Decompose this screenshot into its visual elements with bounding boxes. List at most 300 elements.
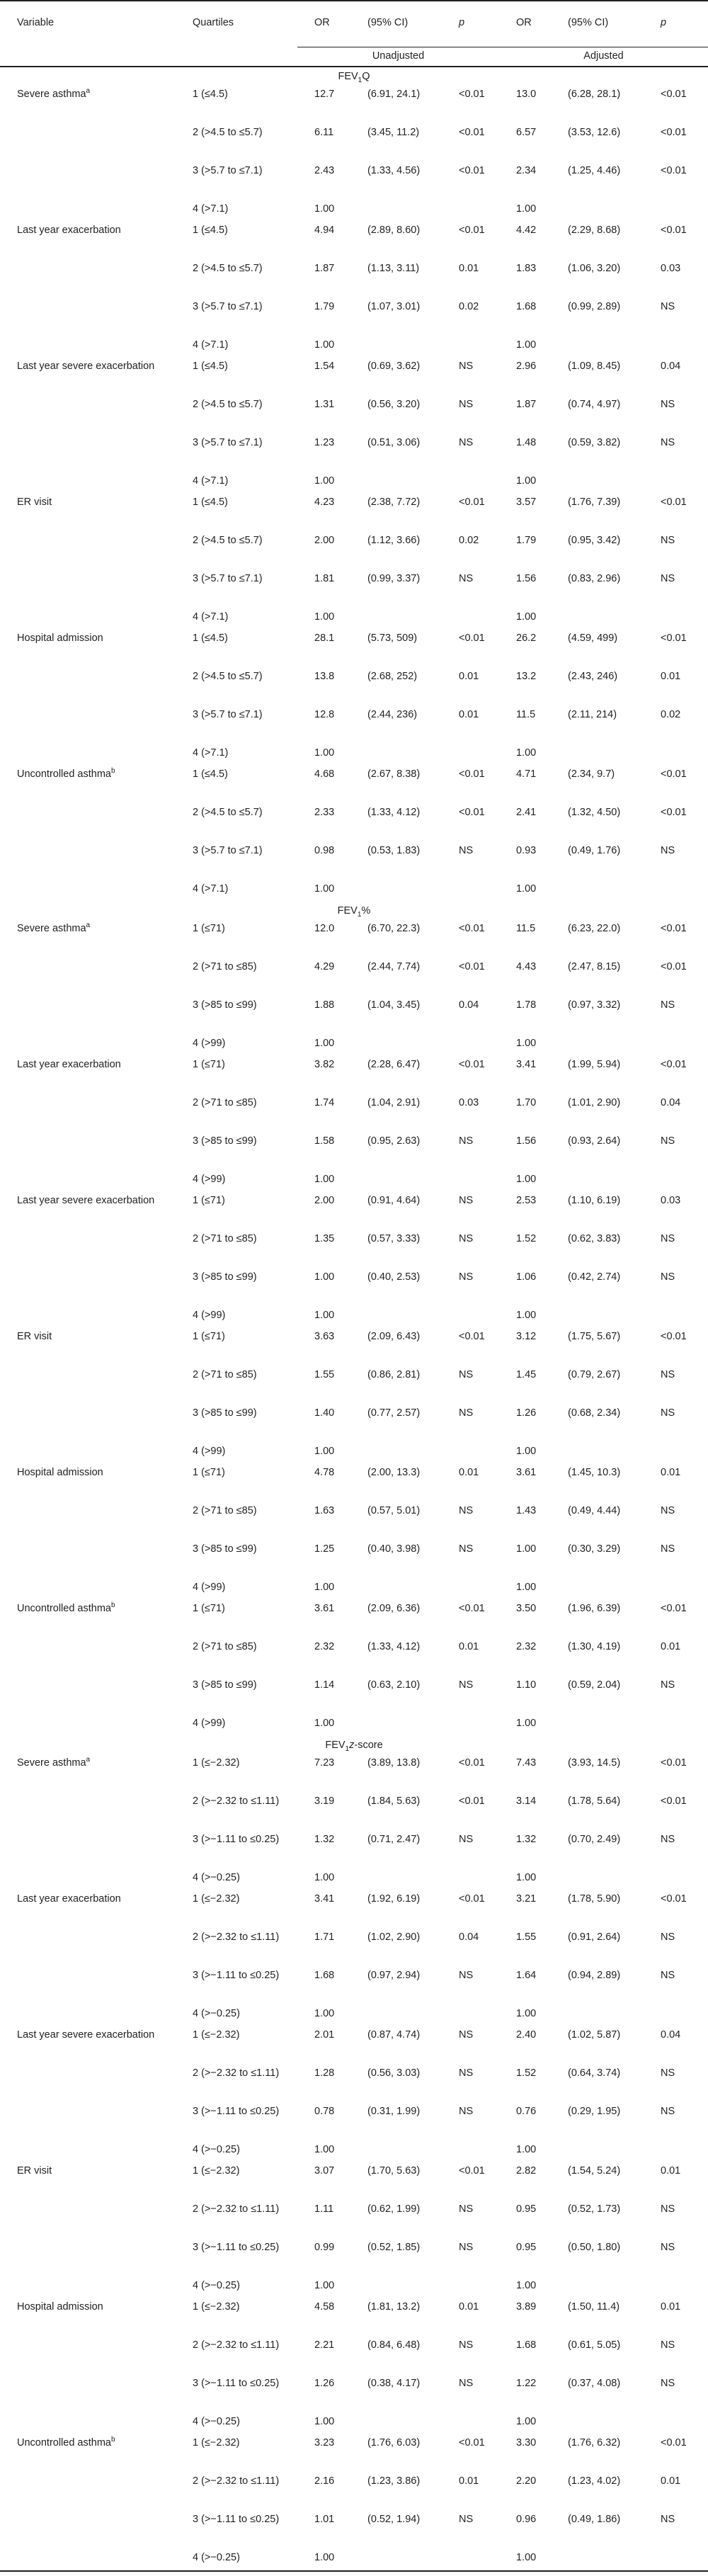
- ci-unadjusted-cell: (5.73, 509): [367, 632, 418, 644]
- p-unadjusted-cell: [442, 1715, 499, 1736]
- or-adjusted-cell: 3.30: [516, 2437, 537, 2449]
- or-unadjusted-cell: 2.00: [314, 535, 335, 546]
- ci-unadjusted-cell: [350, 1035, 442, 1056]
- variable-cell: [0, 1676, 176, 1715]
- or-adjusted-cell: 2.96: [516, 361, 537, 372]
- quartile-cell: 4 (>7.1): [193, 475, 229, 487]
- variable-cell: [0, 2434, 176, 2473]
- or-adjusted-cell: 1.10: [516, 1679, 537, 1691]
- ci-adjusted-cell: (0.49, 1.86): [568, 2514, 621, 2525]
- or-adjusted-cell: 26.2: [516, 632, 537, 644]
- p-adjusted-cell: <0.01: [661, 632, 687, 644]
- or-adjusted-cell: 3.41: [516, 1059, 537, 1070]
- ci-adjusted-cell: (0.37, 4.08): [568, 2378, 621, 2389]
- or-unadjusted-cell: 1.58: [314, 1135, 335, 1147]
- or-adjusted-cell: 1.83: [516, 263, 537, 274]
- ci-unadjusted-cell: (1.04, 3.45): [367, 999, 421, 1011]
- p-adjusted-cell: [644, 1579, 708, 1600]
- ci-unadjusted-cell: (1.23, 3.86): [367, 2475, 421, 2487]
- or-unadjusted-cell: 1.00: [314, 203, 335, 215]
- col-header-or-unadjusted: OR: [297, 1, 350, 47]
- ci-adjusted-cell: [551, 1307, 644, 1328]
- p-adjusted-cell: [644, 744, 708, 766]
- table-row: [0, 997, 708, 1035]
- ci-adjusted-cell: (0.64, 3.74): [568, 2067, 621, 2079]
- p-adjusted-cell: [644, 2413, 708, 2434]
- quartile-cell: 3 (>5.7 to ≤7.1): [193, 573, 263, 584]
- variable-cell: [0, 472, 176, 494]
- or-adjusted-cell: 1.00: [516, 747, 537, 759]
- p-adjusted-cell: 0.01: [661, 2165, 681, 2177]
- section-header-row: [0, 902, 708, 920]
- variable-cell: [0, 1929, 176, 1967]
- ci-adjusted-cell: (3.53, 12.6): [568, 127, 621, 138]
- p-adjusted-cell: 0.01: [661, 671, 681, 682]
- ci-unadjusted-cell: (1.13, 3.11): [367, 263, 420, 274]
- ci-unadjusted-cell: (0.40, 2.53): [367, 1271, 421, 1283]
- or-adjusted-cell: 1.00: [516, 1038, 537, 1049]
- quartile-cell: 2 (>4.5 to ≤5.7): [193, 399, 263, 410]
- or-adjusted-cell: 1.22: [516, 2378, 537, 2389]
- quartile-cell: 3 (>5.7 to ≤7.1): [193, 709, 263, 720]
- table-row: [0, 880, 708, 902]
- table-row: [0, 804, 708, 842]
- variable-name: Severe asthma: [17, 1757, 86, 1769]
- p-adjusted-cell: <0.01: [661, 1059, 687, 1070]
- table-row: [0, 1056, 708, 1094]
- or-unadjusted-cell: 2.00: [314, 1195, 335, 1206]
- variable-cell: [0, 1638, 176, 1676]
- table-row: [0, 1366, 708, 1405]
- ci-adjusted-cell: (0.99, 2.89): [568, 301, 621, 312]
- or-unadjusted-cell: 1.54: [314, 361, 335, 372]
- p-unadjusted-cell: [442, 2005, 499, 2026]
- p-unadjusted-cell: 0.04: [459, 999, 479, 1011]
- quartile-cell: 3 (>5.7 to ≤7.1): [193, 165, 263, 176]
- or-adjusted-cell: 1.00: [516, 611, 537, 623]
- or-unadjusted-cell: 1.01: [314, 2514, 335, 2525]
- variable-cell: [0, 1328, 176, 1366]
- variable-cell: [0, 1443, 176, 1464]
- p-adjusted-cell: [644, 2141, 708, 2162]
- p-unadjusted-cell: NS: [459, 1505, 474, 1516]
- quartile-cell: 4 (>99): [193, 1038, 226, 1049]
- p-unadjusted-cell: NS: [459, 1233, 474, 1244]
- or-adjusted-cell: 0.95: [516, 2203, 537, 2215]
- or-unadjusted-cell: 1.87: [314, 263, 335, 274]
- table-row: [0, 1230, 708, 1269]
- variable-cell: [0, 434, 176, 472]
- table-body: [0, 67, 708, 2576]
- variable-cell: [0, 2162, 176, 2201]
- p-unadjusted-cell: NS: [459, 1369, 474, 1380]
- table-row: [0, 396, 708, 434]
- or-adjusted-cell: 1.00: [516, 203, 537, 215]
- quartile-cell: 4 (>7.1): [193, 883, 229, 895]
- or-adjusted-cell: 2.40: [516, 2029, 537, 2041]
- quartile-cell: 1 (≤4.5): [193, 497, 228, 508]
- ci-adjusted-cell: (0.50, 1.80): [568, 2242, 621, 2253]
- p-unadjusted-cell: 0.01: [459, 1641, 479, 1652]
- quartile-cell: 4 (>99): [193, 1446, 226, 1457]
- ci-adjusted-cell: (2.11, 214): [568, 709, 617, 720]
- quartile-cell: 4 (>−0.25): [193, 2552, 240, 2563]
- or-unadjusted-cell: 1.68: [314, 1970, 335, 1981]
- variable-cell: [0, 2511, 176, 2549]
- table-row: [0, 1754, 708, 1793]
- ci-unadjusted-cell: (0.97, 2.94): [367, 1970, 421, 1981]
- variable-cell: [0, 570, 176, 608]
- ci-unadjusted-cell: (2.00, 13.3): [367, 1467, 421, 1478]
- variable-name: Last year exacerbation: [17, 225, 121, 236]
- variable-cell: [0, 2277, 176, 2298]
- table-row: [0, 2026, 708, 2065]
- quartile-cell: 4 (>−0.25): [193, 2008, 240, 2019]
- p-unadjusted-cell: 0.02: [459, 535, 479, 546]
- or-adjusted-cell: 1.52: [516, 1233, 537, 1244]
- p-unadjusted-cell: [442, 1579, 499, 1600]
- p-unadjusted-cell: NS: [459, 2106, 474, 2117]
- table-row: [0, 1405, 708, 1443]
- or-unadjusted-cell: 3.63: [314, 1331, 335, 1342]
- ci-adjusted-cell: [551, 880, 644, 902]
- or-unadjusted-cell: 12.7: [314, 89, 335, 100]
- variable-cell: [0, 1793, 176, 1831]
- variable-cell: [0, 958, 176, 997]
- section-title-tail: -score: [354, 1740, 383, 1751]
- ci-adjusted-cell: (0.52, 1.73): [568, 2203, 621, 2215]
- ci-unadjusted-cell: (0.77, 2.57): [367, 1407, 421, 1419]
- or-unadjusted-cell: 4.94: [314, 225, 335, 236]
- p-unadjusted-cell: <0.01: [459, 2437, 485, 2449]
- variable-name: Hospital admission: [17, 632, 103, 644]
- ci-adjusted-cell: [551, 1443, 644, 1464]
- quartile-cell: 4 (>7.1): [193, 747, 229, 759]
- p-adjusted-cell: [644, 200, 708, 222]
- ci-adjusted-cell: [551, 1035, 644, 1056]
- variable-name: Last year severe exacerbation: [17, 1195, 155, 1206]
- p-adjusted-cell: <0.01: [661, 807, 687, 818]
- ci-adjusted-cell: (1.96, 6.39): [568, 1603, 621, 1614]
- p-adjusted-cell: NS: [661, 1369, 675, 1380]
- or-unadjusted-cell: 0.99: [314, 2242, 335, 2253]
- p-adjusted-cell: NS: [661, 2378, 675, 2389]
- ci-unadjusted-cell: [350, 880, 442, 902]
- p-unadjusted-cell: NS: [459, 1834, 474, 1845]
- p-adjusted-cell: NS: [661, 999, 675, 1011]
- footnote-marker: b: [111, 2436, 115, 2444]
- ci-adjusted-cell: [551, 2005, 644, 2026]
- p-unadjusted-cell: NS: [459, 2514, 474, 2525]
- quartile-cell: 2 (>71 to ≤85): [193, 1505, 257, 1516]
- p-unadjusted-cell: <0.01: [459, 1893, 485, 1905]
- or-unadjusted-cell: 1.88: [314, 999, 335, 1011]
- ci-unadjusted-cell: (1.76, 6.03): [367, 2437, 421, 2449]
- p-adjusted-cell: NS: [661, 1233, 675, 1244]
- table-row: [0, 260, 708, 298]
- variable-cell: [0, 1230, 176, 1269]
- or-unadjusted-cell: 1.00: [314, 339, 335, 351]
- p-unadjusted-cell: [442, 1443, 499, 1464]
- or-adjusted-cell: 3.89: [516, 2301, 537, 2313]
- p-adjusted-cell: [644, 2005, 708, 2026]
- variable-cell: [0, 1171, 176, 1192]
- quartile-cell: 4 (>99): [193, 1718, 226, 1729]
- variable-name: Last year exacerbation: [17, 1893, 121, 1905]
- ci-adjusted-cell: (2.29, 8.68): [568, 225, 621, 236]
- or-unadjusted-cell: 1.63: [314, 1505, 335, 1516]
- ci-unadjusted-cell: (1.07, 3.01): [367, 301, 421, 312]
- p-unadjusted-cell: NS: [459, 1407, 474, 1419]
- variable-cell: [0, 997, 176, 1035]
- ci-adjusted-cell: (1.23, 4.02): [568, 2475, 621, 2487]
- p-unadjusted-cell: [442, 1171, 499, 1192]
- p-unadjusted-cell: 0.04: [459, 1931, 479, 1943]
- p-unadjusted-cell: NS: [459, 2203, 474, 2215]
- variable-cell: [0, 1192, 176, 1230]
- p-unadjusted-cell: 0.01: [459, 1467, 479, 1478]
- or-unadjusted-cell: 1.23: [314, 437, 335, 448]
- ci-unadjusted-cell: (2.44, 7.74): [367, 961, 421, 972]
- quartile-cell: 3 (>−1.11 to ≤0.25): [193, 2242, 280, 2253]
- or-unadjusted-cell: 3.19: [314, 1795, 335, 1807]
- table-row: [0, 958, 708, 997]
- or-adjusted-cell: 0.76: [516, 2106, 537, 2117]
- variable-name: Hospital admission: [17, 1467, 103, 1478]
- p-unadjusted-cell: NS: [459, 1271, 474, 1283]
- variable-cell: [0, 706, 176, 744]
- ci-adjusted-cell: (0.91, 2.64): [568, 1931, 621, 1943]
- footnote-marker: a: [86, 921, 91, 930]
- variable-cell: [0, 2337, 176, 2375]
- table-row: [0, 920, 708, 958]
- quartile-cell: 4 (>−0.25): [193, 2280, 240, 2291]
- ci-adjusted-cell: [551, 200, 644, 222]
- variable-cell: [0, 1094, 176, 1133]
- ci-unadjusted-cell: (1.92, 6.19): [367, 1893, 421, 1905]
- table-row: [0, 744, 708, 766]
- quartile-cell: 2 (>4.5 to ≤5.7): [193, 671, 263, 682]
- or-adjusted-cell: 0.95: [516, 2242, 537, 2253]
- or-unadjusted-cell: 2.01: [314, 2029, 335, 2041]
- p-unadjusted-cell: <0.01: [459, 768, 485, 780]
- or-adjusted-cell: 3.21: [516, 1893, 537, 1905]
- variable-cell: [0, 2375, 176, 2413]
- ci-adjusted-cell: (0.29, 1.95): [568, 2106, 621, 2117]
- ci-adjusted-cell: (0.62, 3.83): [568, 1233, 621, 1244]
- ci-adjusted-cell: (1.78, 5.90): [568, 1893, 621, 1905]
- or-unadjusted-cell: 1.32: [314, 1834, 335, 1845]
- variable-name: ER visit: [17, 497, 52, 508]
- table-row: [0, 1967, 708, 2005]
- variable-cell: [0, 1967, 176, 2005]
- p-adjusted-cell: [644, 1307, 708, 1328]
- variable-cell: [0, 2298, 176, 2337]
- variable-cell: [0, 2065, 176, 2103]
- section-title-main: FEV: [337, 905, 358, 917]
- or-unadjusted-cell: 3.23: [314, 2437, 335, 2449]
- or-adjusted-cell: 1.00: [516, 475, 537, 487]
- p-adjusted-cell: <0.01: [661, 1795, 687, 1807]
- or-adjusted-cell: 1.43: [516, 1505, 537, 1516]
- p-unadjusted-cell: [442, 472, 499, 494]
- ci-unadjusted-cell: (0.95, 2.63): [367, 1135, 421, 1147]
- or-adjusted-cell: 1.00: [516, 1174, 537, 1185]
- ci-unadjusted-cell: (1.04, 2.91): [367, 1097, 421, 1108]
- quartile-cell: 4 (>−0.25): [193, 2144, 240, 2155]
- p-adjusted-cell: NS: [661, 437, 675, 448]
- or-adjusted-cell: 0.93: [516, 845, 537, 856]
- p-adjusted-cell: 0.01: [661, 1641, 681, 1652]
- ci-unadjusted-cell: [350, 1171, 442, 1192]
- or-adjusted-cell: 0.96: [516, 2514, 537, 2525]
- or-adjusted-cell: 1.06: [516, 1271, 537, 1283]
- table-row: [0, 2375, 708, 2413]
- or-adjusted-cell: 3.61: [516, 1467, 537, 1478]
- p-adjusted-cell: [644, 336, 708, 358]
- quartile-cell: 4 (>7.1): [193, 339, 229, 351]
- or-adjusted-cell: 2.41: [516, 807, 537, 818]
- variable-cell: [0, 766, 176, 804]
- or-adjusted-cell: 1.00: [516, 1310, 537, 1321]
- or-unadjusted-cell: 1.00: [314, 2416, 335, 2427]
- table-row: [0, 1502, 708, 1541]
- section-title-rest: Q: [362, 71, 370, 82]
- table-row: [0, 1579, 708, 1600]
- ci-unadjusted-cell: (1.70, 5.63): [367, 2165, 421, 2177]
- variable-name: Severe asthma: [17, 89, 86, 100]
- ci-adjusted-cell: (0.97, 3.32): [568, 999, 621, 1011]
- table-row: [0, 1541, 708, 1579]
- variable-cell: [0, 804, 176, 842]
- table-row: [0, 1715, 708, 1736]
- quartile-cell: 3 (>85 to ≤99): [193, 1271, 257, 1283]
- p-adjusted-cell: [644, 2549, 708, 2571]
- p-adjusted-cell: <0.01: [661, 1331, 687, 1342]
- p-unadjusted-cell: NS: [459, 437, 474, 448]
- ci-adjusted-cell: [551, 1715, 644, 1736]
- ci-adjusted-cell: (0.93, 2.64): [568, 1135, 621, 1147]
- p-unadjusted-cell: [442, 880, 499, 902]
- ci-unadjusted-cell: (1.84, 5.63): [367, 1795, 421, 1807]
- ci-adjusted-cell: (1.06, 3.20): [568, 263, 621, 274]
- or-adjusted-cell: 1.00: [516, 1446, 537, 1457]
- ci-adjusted-cell: [551, 2549, 644, 2571]
- variable-cell: [0, 1541, 176, 1579]
- ci-unadjusted-cell: (0.62, 1.99): [367, 2203, 421, 2215]
- variable-cell: [0, 1056, 176, 1094]
- p-unadjusted-cell: <0.01: [459, 497, 485, 508]
- ci-adjusted-cell: (1.02, 5.87): [568, 2029, 621, 2041]
- or-unadjusted-cell: 1.40: [314, 1407, 335, 1419]
- quartile-cell: 3 (>−1.11 to ≤0.25): [193, 1970, 280, 1981]
- ci-adjusted-cell: (1.09, 8.45): [568, 361, 621, 372]
- table-row: [0, 2549, 708, 2571]
- p-unadjusted-cell: 0.02: [459, 301, 479, 312]
- table-row: [0, 630, 708, 668]
- p-unadjusted-cell: [442, 1869, 499, 1890]
- ci-adjusted-cell: [551, 2413, 644, 2434]
- quartile-cell: 1 (≤−2.32): [193, 2165, 240, 2177]
- quartile-cell: 3 (>85 to ≤99): [193, 999, 257, 1011]
- p-unadjusted-cell: NS: [459, 1679, 474, 1691]
- table-row: [0, 1464, 708, 1502]
- p-adjusted-cell: NS: [661, 1271, 675, 1283]
- p-unadjusted-cell: <0.01: [459, 1603, 485, 1614]
- ci-unadjusted-cell: (3.45, 11.2): [367, 127, 420, 138]
- variable-cell: [0, 1502, 176, 1541]
- quartile-cell: 2 (>−2.32 to ≤1.11): [193, 2475, 280, 2487]
- p-unadjusted-cell: NS: [459, 1970, 474, 1981]
- or-unadjusted-cell: 1.00: [314, 2144, 335, 2155]
- ci-adjusted-cell: [551, 1579, 644, 1600]
- table-row: [0, 1929, 708, 1967]
- or-unadjusted-cell: 1.31: [314, 399, 335, 410]
- quartile-cell: 1 (≤4.5): [193, 361, 228, 372]
- quartile-cell: 3 (>85 to ≤99): [193, 1543, 257, 1555]
- or-unadjusted-cell: 0.98: [314, 845, 335, 856]
- ci-adjusted-cell: (1.99, 5.94): [568, 1059, 621, 1070]
- p-adjusted-cell: <0.01: [661, 497, 687, 508]
- ci-adjusted-cell: (0.30, 3.29): [568, 1543, 621, 1555]
- or-unadjusted-cell: 1.00: [314, 2280, 335, 2291]
- p-adjusted-cell: NS: [661, 1135, 675, 1147]
- p-adjusted-cell: 0.02: [661, 709, 681, 720]
- table-row: [0, 1443, 708, 1464]
- p-adjusted-cell: <0.01: [661, 127, 687, 138]
- or-unadjusted-cell: 1.00: [314, 611, 335, 623]
- p-unadjusted-cell: <0.01: [459, 2165, 485, 2177]
- p-unadjusted-cell: NS: [459, 845, 474, 856]
- table-row: [0, 706, 708, 744]
- ci-unadjusted-cell: (1.33, 4.56): [367, 165, 421, 176]
- or-adjusted-cell: 1.68: [516, 2339, 537, 2351]
- or-unadjusted-cell: 1.25: [314, 1543, 335, 1555]
- or-adjusted-cell: 1.00: [516, 2280, 537, 2291]
- table-row: [0, 1890, 708, 1929]
- p-unadjusted-cell: [442, 2277, 499, 2298]
- variable-name: Uncontrolled asthma: [17, 2437, 111, 2449]
- quartile-cell: 3 (>85 to ≤99): [193, 1679, 257, 1691]
- ci-unadjusted-cell: [350, 2549, 442, 2571]
- table-row: [0, 1307, 708, 1328]
- p-adjusted-cell: [644, 608, 708, 630]
- ci-adjusted-cell: (0.74, 4.97): [568, 399, 621, 410]
- ci-adjusted-cell: (1.78, 5.64): [568, 1795, 621, 1807]
- or-unadjusted-cell: 6.11: [314, 127, 334, 138]
- ci-adjusted-cell: [551, 744, 644, 766]
- p-unadjusted-cell: NS: [459, 1135, 474, 1147]
- variable-cell: [0, 298, 176, 336]
- ci-unadjusted-cell: (1.12, 3.66): [367, 535, 421, 546]
- quartile-cell: 1 (≤71): [193, 923, 225, 934]
- p-adjusted-cell: NS: [661, 301, 675, 312]
- quartile-cell: 4 (>99): [193, 1174, 226, 1185]
- ci-unadjusted-cell: (0.84, 6.48): [367, 2339, 421, 2351]
- or-adjusted-cell: 1.00: [516, 1872, 537, 1883]
- p-adjusted-cell: 0.01: [661, 2301, 681, 2313]
- p-adjusted-cell: <0.01: [661, 89, 687, 100]
- table-row: [0, 668, 708, 706]
- variable-cell: [0, 1715, 176, 1736]
- or-unadjusted-cell: 4.58: [314, 2301, 335, 2313]
- quartile-cell: 2 (>−2.32 to ≤1.11): [193, 2203, 280, 2215]
- quartile-cell: 1 (≤71): [193, 1603, 225, 1614]
- quartile-cell: 1 (≤71): [193, 1331, 225, 1342]
- or-unadjusted-cell: 1.00: [314, 1446, 335, 1457]
- quartile-cell: 4 (>−0.25): [193, 2416, 240, 2427]
- footnote-marker: b: [111, 767, 115, 776]
